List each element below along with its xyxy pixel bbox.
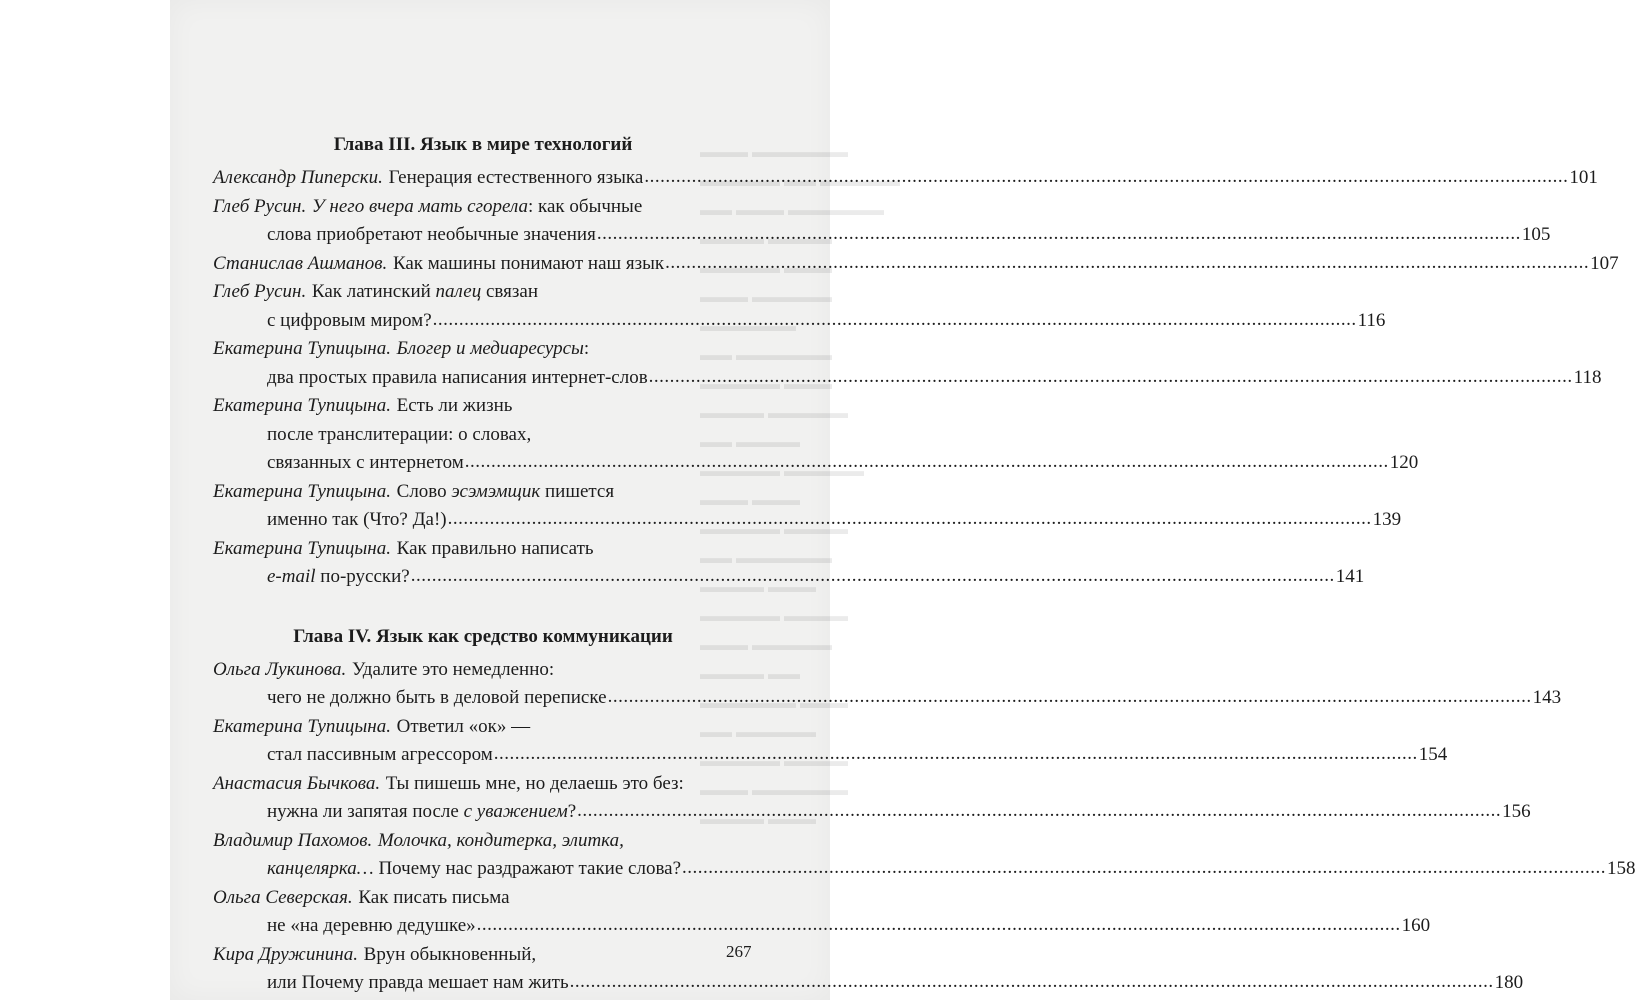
entry-title [397,713,531,742]
title-segment: связан [481,281,538,302]
toc-entry-line [213,741,1448,770]
title-segment: Удалите это немедленно: [351,658,555,680]
toc-entry-line [213,221,1551,250]
entry-title [397,392,513,421]
table-of-contents [213,130,1636,998]
author-name: Екатерина Тупицына. [213,395,391,416]
title-segment: Врун обыкновенный, [363,943,537,965]
entry-page-number: 180 [1494,972,1524,993]
entry-page-number: 158 [1607,858,1636,879]
toc-entry-line [213,713,753,742]
entry-page-number: 143 [1532,687,1562,708]
entry-page-number: 156 [1502,801,1531,822]
toc-entry-line [213,478,753,507]
author-name: Ольга Лукинова. [213,658,347,680]
toc-entry-line [213,506,1402,535]
entry-title [267,221,596,250]
entry-title [267,563,410,592]
author-name: Станислав Ашманов. [213,252,388,274]
entry-title [267,364,648,393]
author-name: Кира Дружинина. [213,943,358,965]
toc-entry[interactable] [213,164,1598,193]
entry-page-number: 139 [1372,509,1402,530]
toc-entry-line [213,770,753,799]
toc-entry-line [213,335,753,364]
page-number: 267 [726,942,752,961]
title-segment: Слово [396,480,452,502]
entry-title [358,884,509,913]
toc-entry-line [213,912,1431,941]
toc-entry[interactable] [213,392,1419,478]
title-segment: Молочка, кондитерка, элитка, [377,829,624,851]
bleed-through-text: ▬▬▬ ▬▬▬▬▬▬ ▬▬▬▬▬ ▬▬ ▬▬▬▬▬ ▬▬ ▬▬▬ ▬▬▬▬▬▬ ▬▬▬▬ ▬▬▬▬ ▬▬▬▬▬ ▬▬▬ ▬▬▬ ▬▬▬▬▬ ▬▬▬▬▬▬ ▬▬ ▬▬▬▬▬▬ ▬▬▬▬▬ ▬▬▬ ▬▬▬▬ ▬▬▬▬▬ ▬▬ ▬▬▬▬ ▬▬▬▬▬ ▬▬▬▬▬ ▬▬▬ ▬▬▬ ▬▬▬▬▬ ▬▬▬▬ ▬▬ ▬▬▬▬▬▬ ▬▬▬▬ ▬▬▬ ▬▬▬▬▬ ▬▬▬▬ ▬▬▬ ▬▬▬▬▬ ▬▬▬▬ ▬▬ ▬▬▬▬▬▬ ▬▬▬ ▬▬ ▬▬▬▬▬ ▬▬▬▬▬ ▬▬▬▬ ▬▬▬ ▬▬▬▬▬▬ ▬▬▬▬ ▬▬▬ [700,144,900,828]
dot-leader [597,220,1521,239]
toc-entry[interactable] [213,250,1619,279]
toc-entry[interactable] [213,884,1431,941]
dot-leader [494,740,1418,759]
entry-title [267,969,569,998]
title-segment: с уважением [463,801,568,822]
entry-page-number: 107 [1590,252,1619,274]
toc-entry-line [213,421,753,450]
toc-entry[interactable] [213,713,1448,770]
entry-title [267,912,476,941]
entry-title [267,506,447,535]
toc-entry-line [213,563,1365,592]
title-segment: нужна ли запятая после [267,801,464,822]
title-segment: с цифровым миром? [267,309,432,331]
toc-entry-line [213,364,1602,393]
dot-leader [448,505,1372,524]
author-name: Екатерина Тупицына. [213,715,391,737]
entry-title [397,478,614,507]
entry-page-number: 160 [1401,915,1431,936]
entry-title [364,941,536,970]
title-segment: стал пассивным агрессором [267,744,493,765]
title-segment: не «на деревню дедушке» [267,915,476,936]
toc-entry[interactable] [213,193,1551,250]
dot-leader [433,306,1357,325]
toc-entry-line [213,278,753,307]
dot-leader [465,448,1389,467]
toc-entry-line [213,535,753,564]
title-segment: e-mail [267,566,316,587]
dot-leader [477,911,1401,930]
title-segment: Как писать письма [358,886,510,908]
toc-entry-line [213,941,753,970]
title-segment: Ответил «ок» — [396,715,531,737]
toc-entry-line [213,392,753,421]
title-segment: палец [435,281,482,302]
title-segment: или Почему правда мешает нам жить [267,972,569,993]
title-segment: пишется [540,480,615,502]
title-segment: два простых правила написания интернет-слов [267,366,648,388]
dot-leader [570,968,1494,987]
entry-title [386,770,684,799]
toc-entry-line [213,307,1386,336]
entry-page-number: 118 [1573,366,1602,388]
title-segment: связанных с интернетом [267,452,464,473]
author-name: Владимир Пахомов. [213,829,373,851]
entry-title [267,855,681,884]
entry-title [397,535,594,564]
toc-entry-line [213,798,1531,827]
entry-title [267,449,464,478]
entry-title [312,278,538,307]
chapter-title: Глава III. Язык в мире технологий [333,134,633,155]
title-segment: У него вчера мать сгорела [311,195,529,217]
entry-title [397,335,590,364]
toc-entry[interactable] [213,535,1365,592]
title-segment: Как машины понимают наш язык [392,252,665,274]
toc-entry-line [213,855,1636,884]
toc-entry-line [213,684,1562,713]
entry-page-number: 116 [1357,309,1386,331]
title-segment: Блогер и медиаресурсы [396,338,584,359]
title-segment: именно так (Что? Да!) [267,509,447,530]
toc-entry[interactable] [213,941,1524,998]
toc-entry-line [213,250,1619,279]
entry-title [267,421,531,450]
entry-title [352,656,554,685]
dot-leader [665,249,1589,268]
author-name: Глеб Русин. [213,195,307,217]
entry-page-number: 141 [1335,566,1365,587]
toc-entry-line [213,884,753,913]
entry-page-number: 101 [1569,167,1598,188]
title-segment: канцелярка… [267,858,374,879]
toc-entry-line [213,193,753,222]
entry-title [267,684,607,713]
entry-title [312,193,642,222]
toc-entry[interactable] [213,278,1386,335]
toc-entry-line [213,969,1524,998]
dot-leader [608,683,1532,702]
author-name: Глеб Русин. [213,281,307,302]
title-segment: эсэмэмщик [451,480,541,502]
title-segment: по-русски? [315,566,410,587]
title-segment: слова приобретают необычные значения [267,224,596,245]
entry-page-number: 105 [1521,224,1551,245]
toc-entry-line [213,827,753,856]
title-segment: Почему нас раздражают такие слова? [373,858,682,879]
author-name: Екатерина Тупицына. [213,338,391,359]
dot-leader [682,854,1606,873]
entry-page-number: 120 [1389,452,1419,473]
entry-title [267,307,432,336]
toc-entry[interactable] [213,770,1531,827]
title-segment: чего не должно быть в деловой переписке [267,687,607,708]
toc-entry[interactable] [213,478,1402,535]
title-segment: : как обычные [528,195,643,217]
author-name: Анастасия Бычкова. [213,772,381,794]
toc-entry-line [213,656,753,685]
title-segment: Генерация естественного языка [388,167,644,188]
title-segment: : [583,338,590,359]
author-name: Екатерина Тупицына. [213,537,391,559]
title-segment: ? [567,801,577,822]
title-segment: Есть ли жизнь [396,395,513,416]
entry-title [378,827,624,856]
chapter-title: Глава IV. Язык как средство коммуникации [293,625,673,647]
title-segment: после транслитерации: о словах, [267,423,532,445]
book-page [170,0,1636,1000]
toc-entry[interactable] [213,656,1562,713]
entry-page-number: 154 [1418,744,1448,765]
author-name: Ольга Северская. [213,886,353,908]
title-segment: Ты пишешь мне, но делаешь это без: [385,772,684,794]
dot-leader [577,797,1501,816]
toc-entry-line [213,449,1419,478]
dot-leader [649,363,1573,382]
author-name: Александр Пиперски. [213,167,383,188]
dot-leader [644,163,1568,182]
toc-entry[interactable] [213,335,1602,392]
toc-entry[interactable] [213,827,1636,884]
toc-entry-line [213,164,1598,193]
entry-title [389,164,644,193]
entry-title [267,798,576,827]
title-segment: Как латинский [311,281,436,302]
title-segment: Как правильно написать [396,537,594,559]
dot-leader [411,562,1335,581]
entry-title [393,250,664,279]
entry-title [267,741,493,770]
author-name: Екатерина Тупицына. [213,480,391,502]
